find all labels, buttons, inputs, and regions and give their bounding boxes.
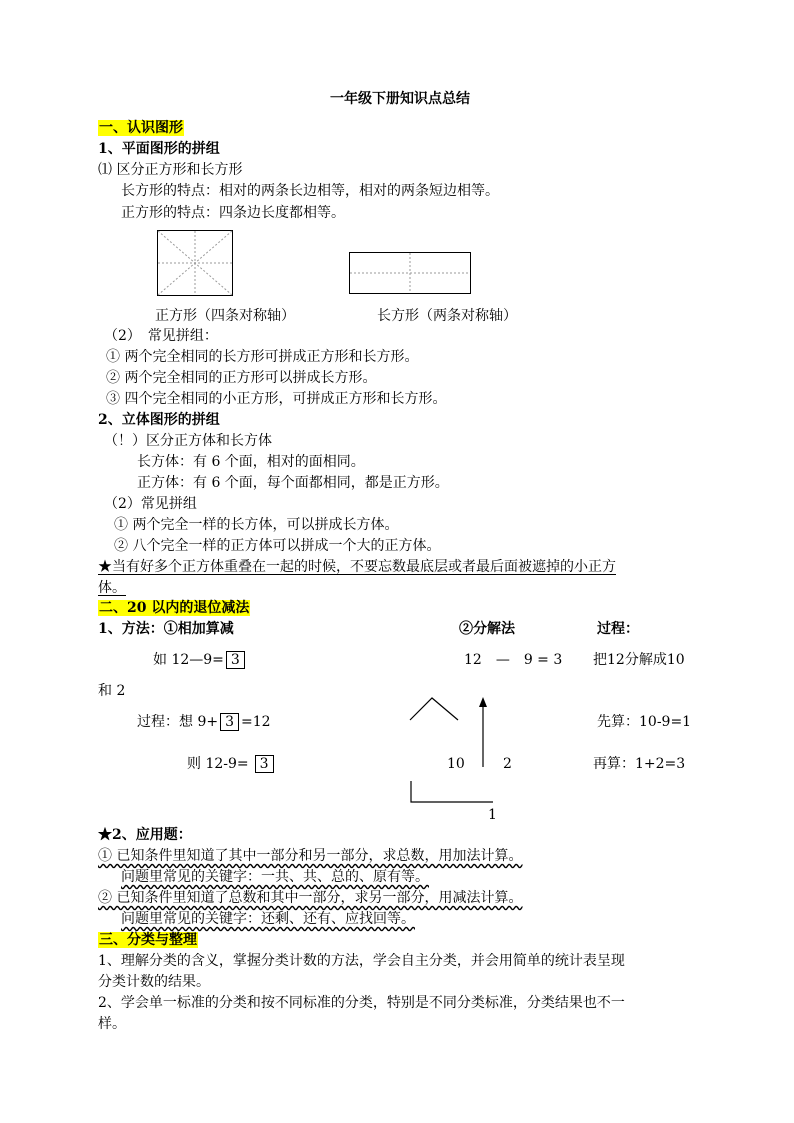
point-2: （2） 常见拼组： [104,328,218,344]
point-3: （！）区分正方体和长方体 [104,433,272,449]
application-keywords-2: 问题里常见的关键字：还剩、还有、应找回等。 [121,911,415,927]
decompose-text-cont: 和 2 [98,683,126,699]
point-4: （2）常见拼组 [104,496,197,512]
method-label: 1、方法：①相加算减 [98,621,234,637]
list-item: ③ 四个完全相同的小正方形，可拼成正方形和长方形。 [106,391,447,407]
answer-box: 3 [226,651,245,669]
then-equation: 则 12-9= 3 [187,755,276,773]
list-item: ① 两个完全相同的长方形可拼成正方形和长方形。 [106,349,419,365]
process-equation: 过程：想 9+ 3 =12 [137,714,271,730]
method-decompose: ②分解法 [459,621,515,637]
application-heading: ★2、应用题： [98,827,192,843]
application-keywords-1: 问题里常见的关键字：一共、共、总的、原有等。 [121,869,429,885]
branch-number-1: 1 [488,807,497,823]
list-item: ② 八个完全一样的正方体可以拼成一个大的正方体。 [114,538,441,554]
application-rule-1: ① 已知条件里知道了其中一部分和另一部分，求总数，用加法计算。 [98,848,523,864]
rectangle-symmetry-figure [349,252,471,294]
classify-point-2-line2: 样。 [98,1016,126,1032]
second-calc: 再算：1+2=3 [593,756,686,772]
decompose-equation: 12 — 9 = 3 [464,652,563,668]
decompose-diagram [405,695,505,807]
classify-point-2-line1: 2、学会单一标准的分类和按不同标准的分类，特别是不同分类标准，分类结果也不一 [98,995,625,1011]
list-item: ① 两个完全一样的长方体，可以拼成长方体。 [114,517,399,533]
point-1: ⑴ 区分正方形和长方形 [98,162,243,178]
answer-box: 3 [255,755,274,773]
page-title: 一年级下册知识点总结 [330,91,470,107]
cube-feature: 正方体：有 6 个面，每个面都相同，都是正方形。 [137,475,449,491]
decompose-text: 把12分解成10 [593,652,685,668]
subheading-solid-shapes: 2、立体图形的拼组 [98,412,220,428]
branch-number-2: 2 [503,756,512,772]
process-label: 过程： [597,621,639,637]
list-item: ② 两个完全相同的正方形可以拼成长方形。 [106,370,377,386]
caption-square: 正方形（四条对称轴） [155,308,295,324]
first-calc: 先算：10-9=1 [597,714,692,730]
classify-point-1-line1: 1、理解分类的含义，掌握分类计数的方法，学会自主分类，并会用简单的统计表呈现 [98,953,625,969]
section-heading-classify: 三、分类与整理 [99,932,197,948]
caption-rectangle: 长方形（两条对称轴） [377,308,517,324]
section-heading-shapes: 一、认识图形 [99,120,183,136]
application-rule-2: ② 已知条件里知道了总数和其中一部分，求另一部分，用减法计算。 [98,890,523,906]
star-note-line2: 体。 [98,580,126,596]
section-heading-subtraction: 二、20 以内的退位减法 [99,600,250,616]
square-feature: 正方形的特点：四条边长度都相等。 [121,205,345,221]
classify-point-1-line2: 分类计数的结果。 [98,974,210,990]
star-note-line1: ★当有好多个正方体重叠在一起的时候，不要忘数最底层或者最后面被遮掉的小正方 [98,559,616,575]
cuboid-feature: 长方体：有 6 个面，相对的面相同。 [137,454,365,470]
rect-feature: 长方形的特点：相对的两条长边相等，相对的两条短边相等。 [121,183,499,199]
answer-box: 3 [220,713,239,731]
subheading-plane-shapes: 1、平面图形的拼组 [98,141,220,157]
example-equation: 如 12—9= 3 [153,651,247,669]
branch-number-10: 10 [447,756,465,772]
square-symmetry-figure [157,230,233,296]
